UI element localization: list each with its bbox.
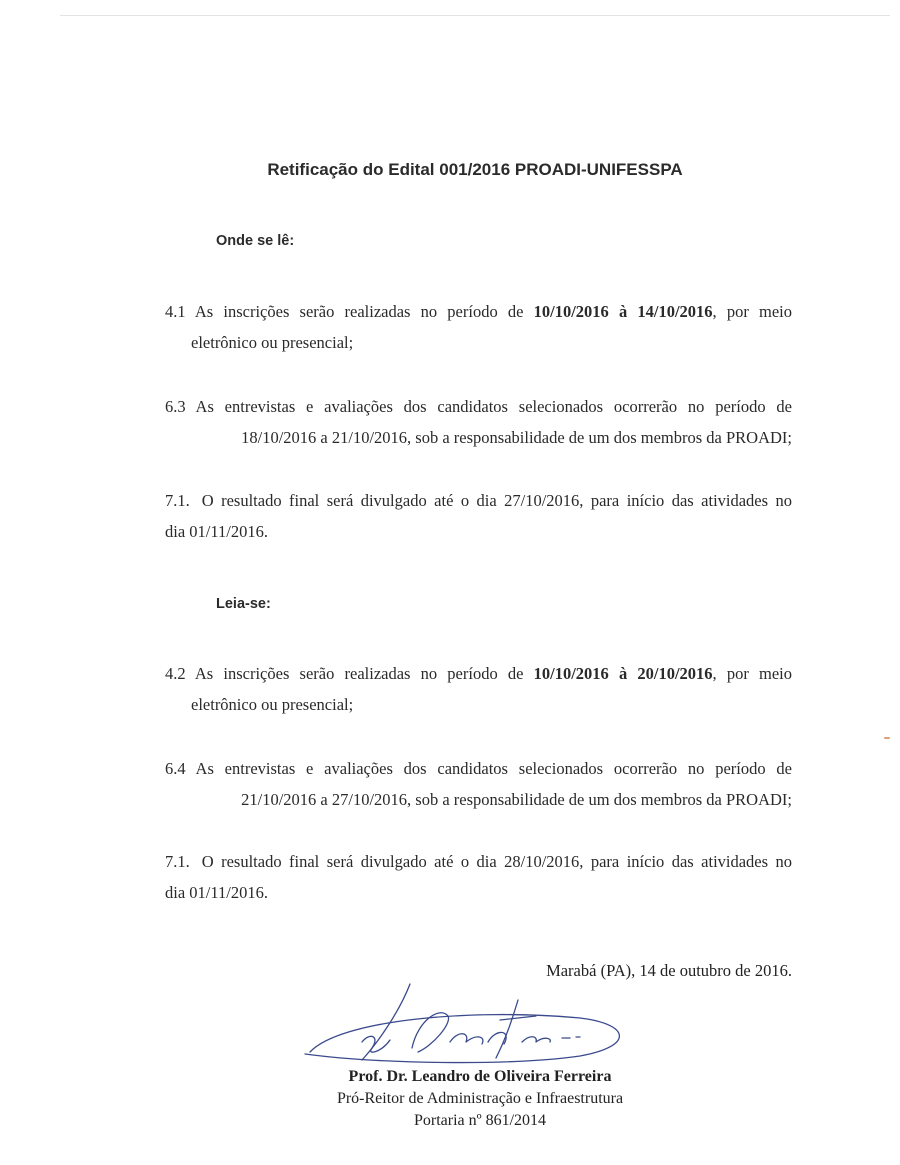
clause-line-2: 21/10/2016 a 27/10/2016, sob a responsabilidade de um dos membros da PROADI; [241,790,792,809]
clause-7-1 [165,485,792,547]
handwritten-signature [300,980,630,1080]
clause-line-1 [165,658,792,689]
scan-speck [884,737,890,739]
clause-bold-dates: 10/10/2016 à 20/10/2016 [533,664,713,683]
clause-number: 4.2 [165,664,186,683]
clause-bold-dates: 10/10/2016 à 14/10/2016 [533,302,713,321]
clause-text: As entrevistas e avaliações dos candidatos selecionados ocorrerão no período de [195,397,792,416]
clause-line-2: eletrônico ou presencial; [191,695,354,714]
clause-4-2 [165,658,792,720]
clause-line-1 [165,296,792,327]
signatory-role: Pró-Reitor de Administração e Infraestrutura [336,1090,624,1107]
place-and-date: Marabá (PA), 14 de outubro de 2016. [546,961,792,980]
clause-line-1 [165,753,792,784]
clause-text-end: , por meio [712,302,792,321]
clause-4-1 [165,296,792,358]
clause-number: 6.4 [165,759,186,778]
clause-line-2: 18/10/2016 a 21/10/2016, sob a responsabilidade de um dos membros da PROADI; [241,428,792,447]
signatory-portaria: Portaria nº 861/2014 [413,1112,547,1129]
clause-number: 4.1 [165,302,186,321]
clause-number: 7.1. [165,491,190,510]
clause-text: As entrevistas e avaliações dos candidatos selecionados ocorrerão no período de [195,759,792,778]
document-title: Retificação do Edital 001/2016 PROADI-UNIFESSPA [267,160,683,179]
clause-text: O resultado final será divulgado até o dia 27/10/2016, para início das atividades no [201,491,792,510]
scan-edge-line [60,15,890,16]
section-label-onde-se-le: Onde se lê: [216,233,295,249]
section-label-leia-se: Leia-se: [216,596,271,612]
clause-text-end: , por meio [712,664,792,683]
clause-7-1-revised [165,846,792,908]
signatory-name: Prof. Dr. Leandro de Oliveira Ferreira [348,1068,612,1085]
signature-block [250,1066,710,1132]
clause-line-2: dia 01/11/2016. [165,883,268,902]
clause-number: 6.3 [165,397,186,416]
clause-6-4 [165,753,792,815]
clause-text: O resultado final será divulgado até o dia 28/10/2016, para início das atividades no [201,852,792,871]
clause-6-3 [165,391,792,453]
clause-line-1 [165,391,792,422]
clause-line-1 [165,485,792,516]
clause-text: As inscrições serão realizadas no período de [194,664,524,683]
clause-line-2: dia 01/11/2016. [165,522,268,541]
clause-text: As inscrições serão realizadas no período de [194,302,524,321]
clause-line-2: eletrônico ou presencial; [191,333,354,352]
clause-number: 7.1. [165,852,190,871]
clause-line-1 [165,846,792,877]
